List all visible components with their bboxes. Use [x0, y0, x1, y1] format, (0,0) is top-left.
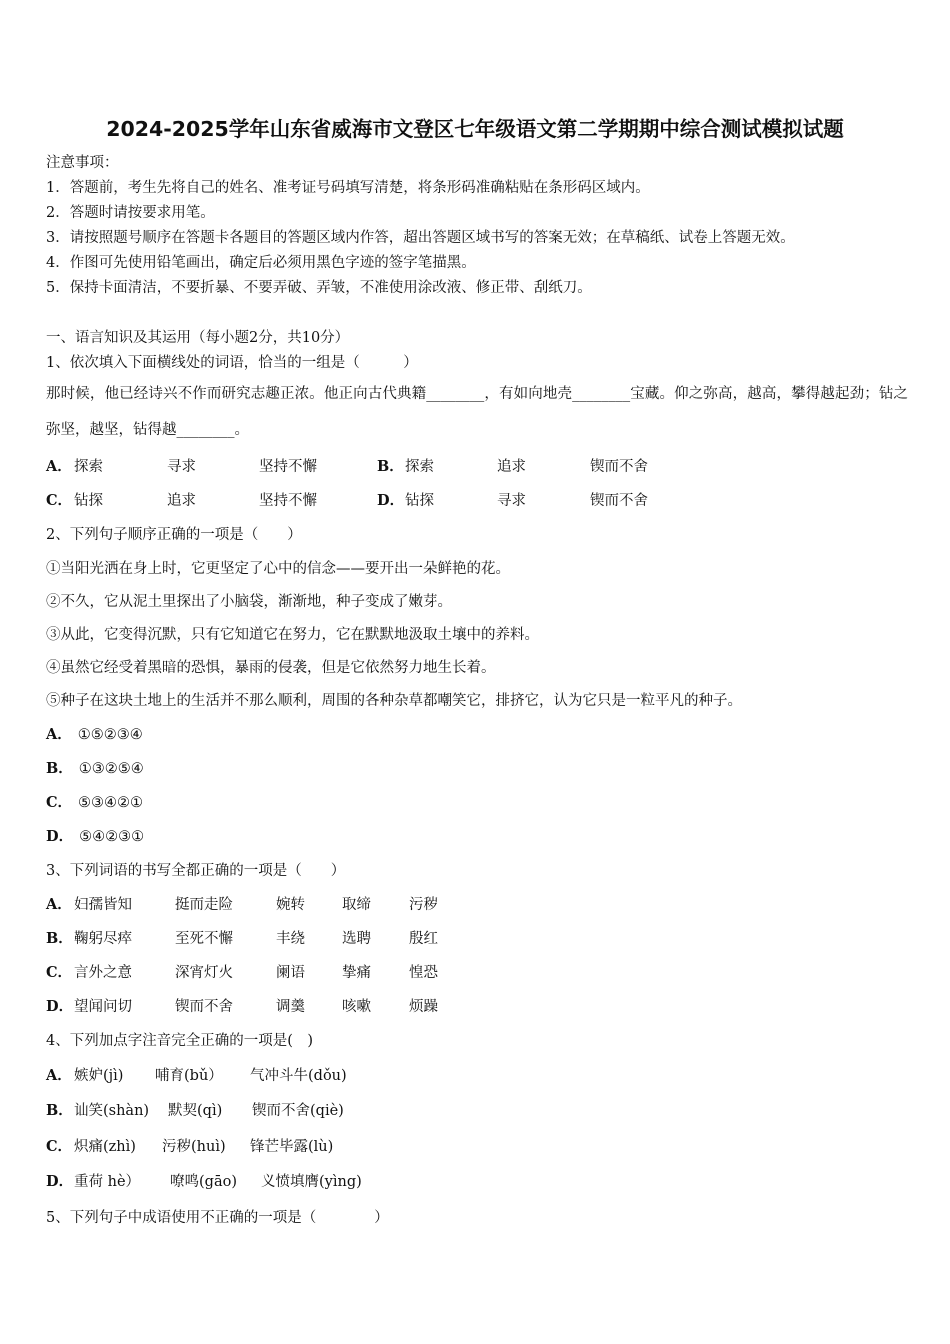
option-word: 锲而不舍 [175, 999, 233, 1015]
notice-item: 3．请按照题号顺序在答题卡各题目的答题区域内作答，超出答题区域书写的答案无效；在草稿纸、试卷上答题无效。 [46, 230, 795, 246]
option-word: 咳嗽 [342, 999, 371, 1015]
question-2-option-a[interactable] [46, 723, 143, 744]
question-2-sentence: ③从此，它变得沉默，只有它知道它在努力，它在默默地汲取土壤中的养料。 [46, 627, 539, 643]
question-2-sentence: ①当阳光洒在身上时，它更坚定了心中的信念——要开出一朵鲜艳的花。 [46, 561, 510, 577]
question-1-option-a[interactable] [46, 455, 78, 476]
question-3-stem: 3、下列词语的书写全都正确的一项是（ ） [46, 863, 346, 879]
option-word: 炽痛(zhì) [74, 1139, 136, 1155]
notice-item: 2．答题时请按要求用笔。 [46, 205, 215, 221]
option-word: 取缔 [342, 897, 371, 913]
option-text: ①⑤②③④ [77, 727, 143, 743]
option-word: 讪笑(shàn) [74, 1103, 150, 1119]
option-word: 重荷 hè） [74, 1174, 141, 1190]
question-3-option-a[interactable] [46, 893, 78, 914]
option-text: ⑤③④②① [78, 795, 144, 811]
page-title: 2024-2025学年山东省威海市文登区七年级语文第二学期期中综合测试模拟试题 [106, 117, 844, 141]
option-text: ①③②⑤④ [78, 761, 144, 777]
notice-heading: 注意事项： [46, 155, 119, 171]
option-label: B． [46, 760, 73, 777]
option-label: C． [46, 1138, 73, 1155]
option-label: B． [377, 458, 404, 475]
question-2-option-d[interactable] [46, 825, 144, 846]
option-word: 挺而走险 [175, 897, 233, 913]
question-2-option-b[interactable] [46, 757, 144, 778]
option-word: 钻探 [74, 493, 103, 509]
option-label: C． [46, 492, 73, 509]
option-word: 污秽 [409, 897, 438, 913]
option-word: 选聘 [342, 931, 371, 947]
option-word: 坚持不懈 [259, 459, 317, 475]
option-label: A． [46, 726, 72, 743]
option-label: C． [46, 794, 73, 811]
option-word: 锲而不舍 [590, 493, 648, 509]
option-word: 嘹鸣(gāo) [170, 1174, 237, 1190]
section-heading: 一、语言知识及其运用（每小题2分，共10分） [46, 330, 350, 346]
option-word: 嫉妒(jì) [74, 1068, 124, 1084]
option-label: D． [46, 828, 74, 845]
option-word: 钻探 [405, 493, 434, 509]
option-word: 污秽(huì) [162, 1139, 226, 1155]
question-2-sentence: ④虽然它经受着黑暗的恐惧，暴雨的侵袭，但是它依然努力地生长着。 [46, 660, 496, 676]
option-label: B． [46, 1102, 73, 1119]
option-word: 追求 [497, 459, 526, 475]
question-4-stem: 4、下列加点字注音完全正确的一项是( ) [46, 1033, 314, 1049]
question-2-stem: 2、下列句子顺序正确的一项是（ ） [46, 527, 302, 543]
option-word: 锋芒毕露(lù) [250, 1139, 334, 1155]
option-word: 挚痛 [342, 965, 371, 981]
option-word: 惶恐 [409, 965, 438, 981]
option-word: 寻求 [167, 459, 196, 475]
option-word: 深宵灯火 [175, 965, 233, 981]
option-label: A． [46, 458, 72, 475]
option-word: 气冲斗牛(dǒu) [250, 1068, 347, 1084]
option-word: 坚持不懈 [259, 493, 317, 509]
option-word: 殷红 [409, 931, 438, 947]
question-1-passage: 那时候，他已经诗兴不作而研究志趣正浓。他正向古代典籍________，有如向地壳________宝藏。仰之弥高，越高，攀得越起劲；钻之弥坚，越坚，钻得越________。 [46, 386, 908, 438]
option-word: 鞠躬尽瘁 [74, 931, 132, 947]
option-word: 默契(qì) [168, 1103, 223, 1119]
question-2-sentence: ⑤种子在这块土地上的生活并不那么顺利，周围的各种杂草都嘲笑它，排挤它，认为它只是一粒平凡的种子。 [46, 693, 742, 709]
option-label: D． [46, 998, 74, 1015]
option-label: B． [46, 930, 73, 947]
option-word: 婉转 [276, 897, 305, 913]
option-word: 探索 [405, 459, 434, 475]
option-text: ⑤④②③① [79, 829, 145, 845]
option-label: A． [46, 1067, 72, 1084]
option-label: A． [46, 896, 72, 913]
option-word: 调羹 [276, 999, 305, 1015]
option-word: 寻求 [497, 493, 526, 509]
option-word: 阑语 [276, 965, 305, 981]
option-label: D． [377, 492, 405, 509]
option-word: 哺育(bǔ） [155, 1068, 223, 1084]
option-word: 至死不懈 [175, 931, 233, 947]
question-4-option-a[interactable] [46, 1064, 78, 1085]
option-label: C． [46, 964, 73, 981]
notice-item: 5．保持卡面清洁，不要折暴、不要弄破、弄皱，不准使用涂改液、修正带、刮纸刀。 [46, 280, 592, 296]
option-word: 锲而不舍 [590, 459, 648, 475]
option-word: 追求 [167, 493, 196, 509]
option-word: 望闻问切 [74, 999, 132, 1015]
option-word: 探索 [74, 459, 103, 475]
option-word: 烦躁 [409, 999, 438, 1015]
question-5-stem: 5、下列句子中成语使用不正确的一项是（ ） [46, 1210, 389, 1226]
option-word: 妇孺皆知 [74, 897, 132, 913]
question-1-stem: 1、依次填入下面横线处的词语，恰当的一组是（ ） [46, 355, 418, 371]
notice-item: 4．作图可先使用铅笔画出，确定后必须用黑色字迹的签字笔描黑。 [46, 255, 476, 271]
question-2-option-c[interactable] [46, 791, 143, 812]
notice-item: 1．答题前，考生先将自己的姓名、准考证号码填写清楚，将条形码准确粘贴在条形码区域内。 [46, 180, 650, 196]
question-2-sentence: ②不久，它从泥土里探出了小脑袋，渐渐地，种子变成了嫩芽。 [46, 594, 452, 610]
option-word: 言外之意 [74, 965, 132, 981]
option-label: D． [46, 1173, 74, 1190]
option-word: 锲而不舍(qiè) [252, 1103, 344, 1119]
option-word: 丰绕 [276, 931, 305, 947]
option-word: 义愤填膺(yìng) [261, 1174, 362, 1190]
